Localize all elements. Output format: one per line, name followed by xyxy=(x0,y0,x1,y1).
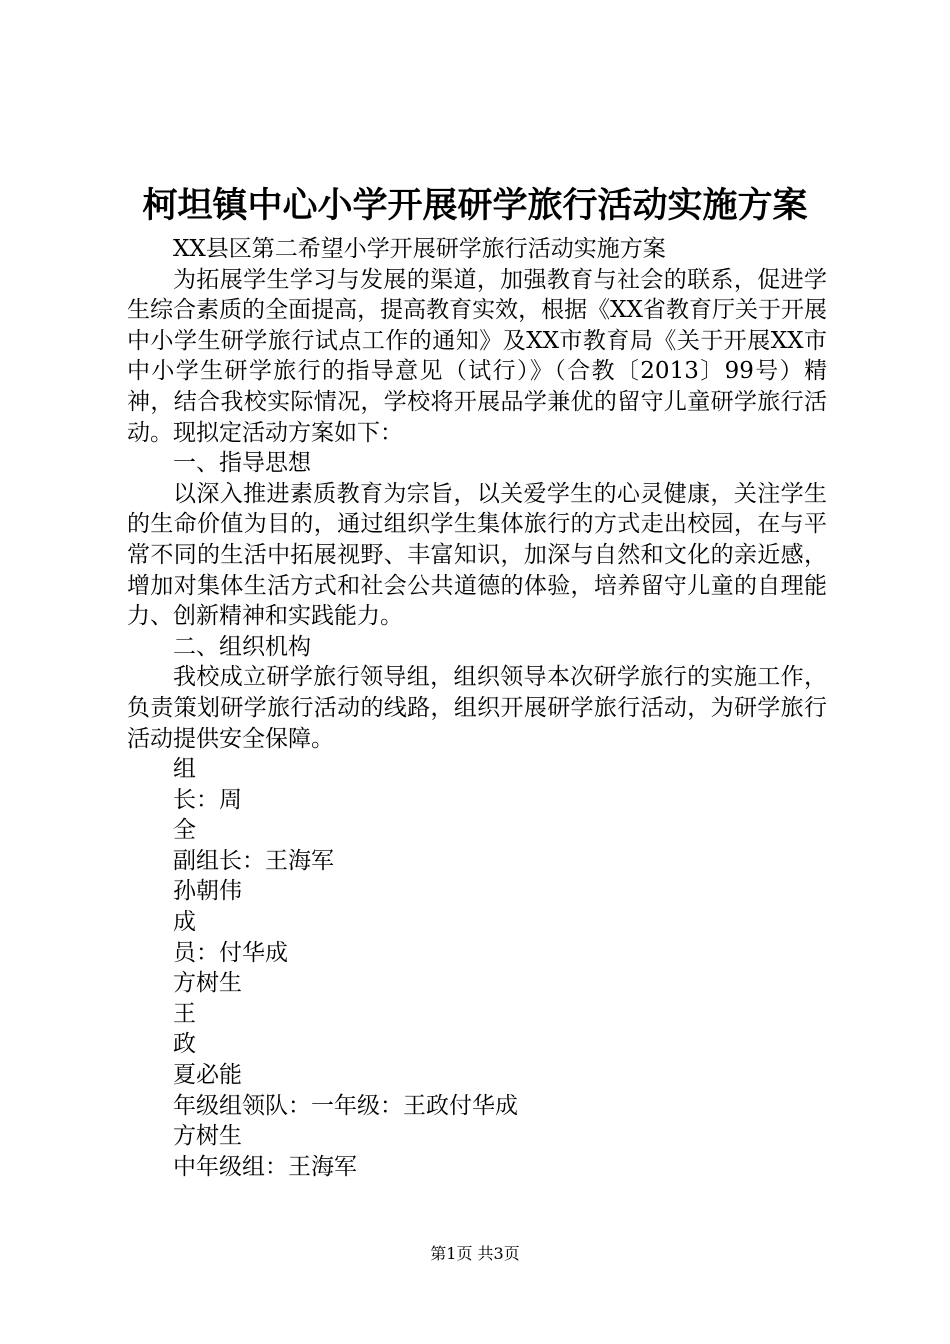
intro-paragraph: 为拓展学生学习与发展的渠道，加强教育与社会的联系，促进学生综合素质的全面提高，提高教育实效，根据《XX省教育厅关于开展中小学生研学旅行试点工作的通知》及XX市教育局《关于开展XX市中小学生研学旅行的指导意见（试行）》（合教〔2013〕99号）精神，结合我校实际情况，学校将开展品学兼优的留守儿童研学旅行活动。现拟定活动方案如下： xyxy=(127,266,827,446)
roster-line: 方树生 xyxy=(173,970,242,997)
document-subtitle: XX县区第二希望小学开展研学旅行活动实施方案 xyxy=(173,236,666,262)
roster-line: 全 xyxy=(173,817,196,844)
section-heading-guiding-ideology: 一、指导思想 xyxy=(173,450,311,477)
document-title: 柯坦镇中心小学开展研学旅行活动实施方案 xyxy=(142,186,808,226)
section-text-guiding-ideology: 以深入推进素质教育为宗旨，以关爱学生的心灵健康，关注学生的生命价值为目的，通过组织学生集体旅行的方式走出校园，在与平常不同的生活中拓展视野、丰富知识，加深与自然和文化的亲近感，增加对集体生活方式和社会公共道德的体验，培养留守儿童的自理能力、创新精神和实践能力。 xyxy=(127,480,827,630)
roster-line: 年级组领队：一年级：王政付华成 xyxy=(173,1092,518,1119)
roster-line: 方树生 xyxy=(173,1123,242,1150)
roster-line: 成 xyxy=(173,909,196,936)
section-heading-organization: 二、组织机构 xyxy=(173,633,311,660)
roster-line: 长：周 xyxy=(173,786,242,813)
roster-line: 夏必能 xyxy=(173,1062,242,1089)
roster-line: 政 xyxy=(173,1031,196,1058)
document-body xyxy=(127,234,827,1182)
roster-line: 孙朝伟 xyxy=(173,878,242,905)
roster-line: 副组长：王海军 xyxy=(173,847,334,874)
roster-line: 王 xyxy=(173,1000,196,1027)
roster-line: 中年级组：王海军 xyxy=(173,1153,357,1180)
page-footer: 第1页 共3页 xyxy=(430,1244,520,1263)
roster-line: 组 xyxy=(173,756,196,783)
section-text-organization: 我校成立研学旅行领导组，组织领导本次研学旅行的实施工作，负责策划研学旅行活动的线路，组织开展研学旅行活动，为研学旅行活动提供安全保障。 xyxy=(127,664,827,752)
roster-line: 员：付华成 xyxy=(173,939,288,966)
